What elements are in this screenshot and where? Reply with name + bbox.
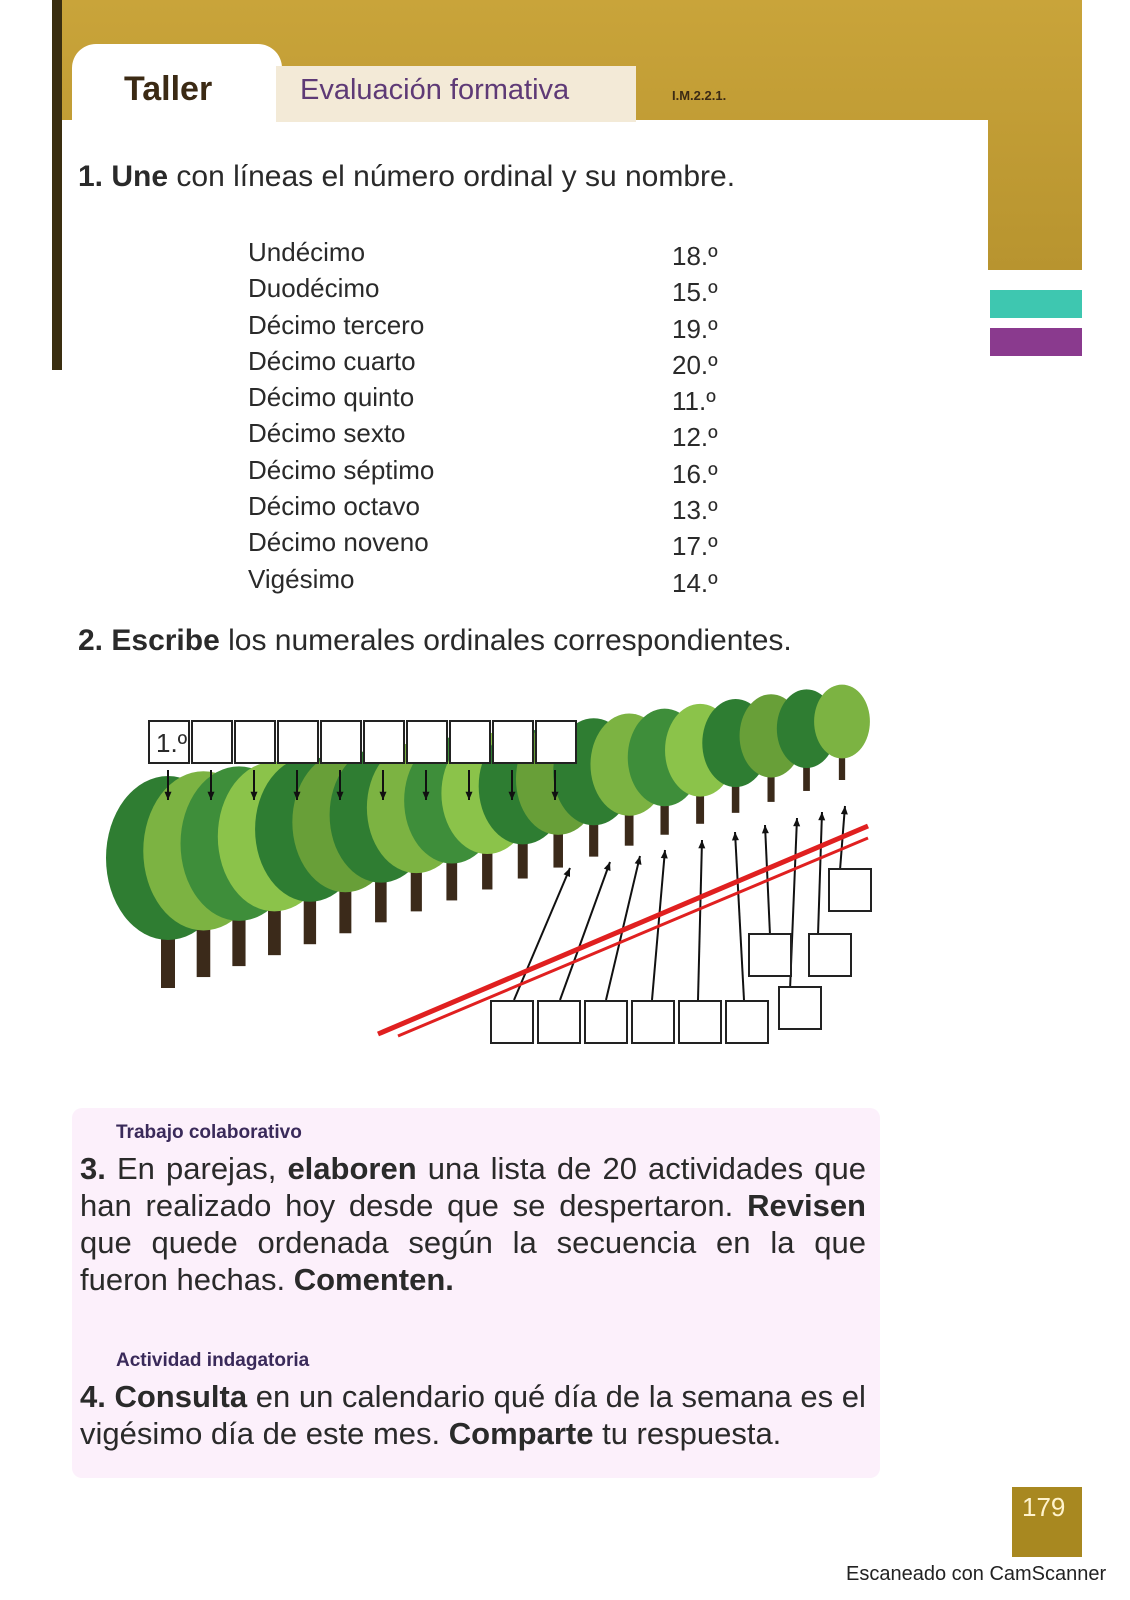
answer-box[interactable]	[748, 933, 792, 977]
scanner-watermark: Escaneado con CamScanner	[846, 1563, 1107, 1585]
answer-box[interactable]	[631, 1000, 675, 1044]
arrow	[560, 862, 610, 1000]
question-1-number: 1.	[78, 160, 104, 193]
answer-box[interactable]	[449, 720, 491, 764]
answer-box[interactable]	[320, 720, 362, 764]
question-4-number: 4.	[80, 1379, 106, 1414]
question-4	[80, 1378, 866, 1452]
question-3-bold-1: elaboren	[287, 1151, 417, 1186]
arrow-head	[604, 862, 611, 871]
question-3	[80, 1150, 866, 1298]
arrow	[698, 840, 702, 1000]
question-3-text-3: que quede ordenada según la secuencia en la que fueron hechas.	[80, 1225, 866, 1297]
tab-taller-label: Taller	[124, 70, 213, 108]
inquiry-label: Actividad indagatoria	[116, 1350, 310, 1371]
ordinal-name-item: Décimo sexto	[248, 418, 406, 449]
answer-box[interactable]	[535, 720, 577, 764]
question-3-text-2: una lista de 20 actividades que han realizado hoy desde que se despertaron.	[80, 1151, 866, 1223]
arrow-head	[732, 832, 739, 840]
page-number: 179	[1022, 1492, 1066, 1522]
ordinal-number-item: 19.º	[672, 313, 718, 344]
arrow	[514, 868, 570, 1000]
question-4-text-2: tu respuesta.	[602, 1416, 782, 1451]
ordinal-number-item: 18.º	[672, 241, 718, 271]
question-4-bold-1: Consulta	[114, 1379, 248, 1414]
ordinal-number-item: 12.º	[672, 422, 718, 453]
answer-box[interactable]	[406, 720, 448, 764]
arrow	[818, 812, 822, 935]
answer-box[interactable]	[490, 1000, 534, 1044]
collaborative-label: Trabajo colaborativo	[116, 1122, 302, 1143]
answer-box[interactable]	[808, 933, 852, 977]
arrow	[735, 832, 744, 1000]
ordinal-name-item: Décimo tercero	[248, 309, 425, 340]
arrow-head	[841, 806, 848, 815]
arrow-head	[793, 818, 800, 826]
question-4-bold-2: Comparte	[448, 1416, 594, 1451]
answer-box[interactable]	[828, 868, 872, 912]
ordinal-number-item: 17.º	[672, 531, 718, 562]
ordinal-name-item: Décimo séptimo	[248, 454, 435, 485]
question-3-bold-3: Comenten.	[293, 1262, 454, 1297]
answer-box[interactable]	[277, 720, 319, 764]
answer-box[interactable]	[363, 720, 405, 764]
ordinal-name-item: Undécimo	[248, 237, 366, 267]
arrow-head	[762, 825, 769, 833]
question-4-text-1: en un calendario qué día de la semana es el vigésimo día de este mes.	[80, 1379, 866, 1451]
answer-box[interactable]	[492, 720, 534, 764]
arrow-head	[698, 840, 705, 848]
ordinal-name-item: Vigésimo	[248, 563, 355, 594]
question-1-text: con líneas el número ordinal y su nombre.	[176, 160, 736, 193]
answer-box[interactable]	[725, 1000, 769, 1044]
answer-box[interactable]	[234, 720, 276, 764]
first-box-label: 1.º	[156, 728, 188, 758]
ordinal-number-item: 15.º	[672, 277, 718, 308]
arrow-head	[818, 812, 825, 820]
question-1-verb: Une	[111, 160, 169, 193]
answer-box[interactable]	[584, 1000, 628, 1044]
question-3-text-1: En parejas,	[116, 1151, 277, 1186]
ordinal-number-item: 13.º	[672, 495, 718, 526]
ordinal-name-item: Décimo octavo	[248, 491, 420, 522]
ordinal-name-item: Décimo cuarto	[248, 345, 416, 376]
answer-box[interactable]	[191, 720, 233, 764]
ordinal-name-item: Décimo quinto	[248, 382, 415, 413]
answer-box[interactable]	[148, 720, 190, 764]
ordinal-number-item: 14.º	[672, 567, 718, 598]
answer-box[interactable]	[537, 1000, 581, 1044]
ordinal-name-item: Duodécimo	[248, 273, 380, 304]
ordinal-number-item: 20.º	[672, 349, 718, 380]
question-3-bold-2: Revisen	[747, 1188, 866, 1223]
question-2-verb: Escribe	[111, 624, 220, 657]
question-2-number: 2.	[78, 624, 104, 657]
ordinal-number-item: 16.º	[672, 458, 718, 489]
answer-box[interactable]	[678, 1000, 722, 1044]
ordinal-number-item: 11.º	[672, 386, 716, 417]
question-2-text: los numerales ordinales correspondientes.	[228, 624, 792, 657]
skill-code: I.M.2.2.1.	[672, 88, 727, 103]
tab-evaluacion-label: Evaluación formativa	[300, 74, 570, 106]
tree	[814, 685, 870, 780]
ordinal-name-item: Décimo noveno	[248, 527, 429, 558]
answer-box[interactable]	[778, 986, 822, 1030]
question-3-number: 3.	[80, 1151, 106, 1186]
